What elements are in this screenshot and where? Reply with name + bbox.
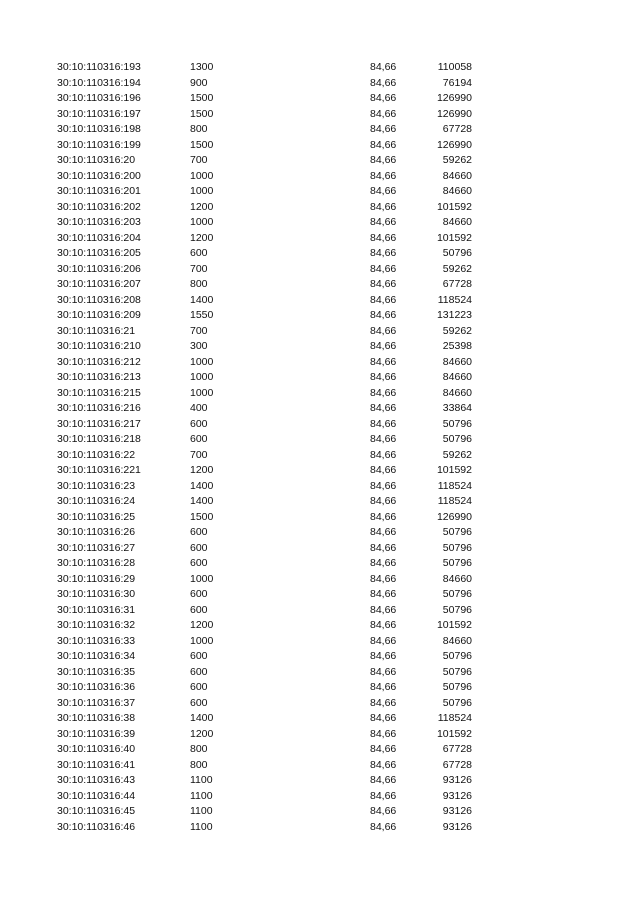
- amount-cell: 93126: [442, 774, 472, 786]
- rate-cell: 84,66: [370, 169, 397, 182]
- rate-cell: 84,66: [370, 479, 397, 492]
- table-row: [0, 370, 640, 386]
- quantity-cell: 700: [190, 448, 208, 461]
- rate-cell: 84,66: [370, 355, 397, 368]
- quantity-cell: 1550: [190, 309, 214, 321]
- amount-cell: 126990: [436, 510, 472, 523]
- parcel-id-cell: 30:10:110316:21: [57, 324, 136, 337]
- quantity-cell: 1000: [190, 371, 214, 383]
- parcel-id-cell: 30:10:110316:27: [57, 541, 136, 554]
- parcel-id-cell: 30:10:110316:34: [57, 650, 136, 662]
- parcel-id-cell: 30:10:110316:24: [57, 495, 136, 507]
- table-row: [0, 525, 640, 541]
- rate-cell: 84,66: [370, 758, 397, 771]
- table-row: [0, 448, 640, 464]
- amount-cell: 93126: [442, 805, 472, 817]
- quantity-cell: 900: [190, 76, 208, 89]
- rate-cell: 84,66: [370, 681, 397, 693]
- quantity-cell: 1400: [190, 495, 214, 507]
- rate-cell: 84,66: [370, 154, 397, 166]
- table-row: [0, 711, 640, 727]
- amount-cell: 50796: [442, 417, 472, 430]
- parcel-id-cell: 30:10:110316:213: [57, 371, 141, 383]
- rate-cell: 84,66: [370, 665, 397, 678]
- amount-cell: 101592: [436, 464, 472, 476]
- quantity-cell: 600: [190, 665, 208, 678]
- parcel-id-cell: 30:10:110316:207: [57, 278, 141, 290]
- rate-cell: 84,66: [370, 495, 397, 507]
- amount-cell: 67728: [442, 123, 472, 135]
- quantity-cell: 1400: [190, 479, 214, 492]
- parcel-id-cell: 30:10:110316:38: [57, 712, 136, 724]
- table-row: [0, 417, 640, 433]
- table-row: [0, 200, 640, 216]
- amount-cell: 101592: [436, 727, 472, 740]
- rate-cell: 84,66: [370, 247, 397, 259]
- parcel-id-cell: 30:10:110316:23: [57, 479, 136, 492]
- rate-cell: 84,66: [370, 805, 397, 817]
- rate-cell: 84,66: [370, 433, 397, 445]
- quantity-cell: 600: [190, 681, 208, 693]
- amount-cell: 84660: [442, 371, 472, 383]
- parcel-id-cell: 30:10:110316:37: [57, 696, 136, 709]
- parcel-id-cell: 30:10:110316:22: [57, 448, 136, 461]
- rate-cell: 84,66: [370, 650, 397, 662]
- rate-cell: 84,66: [370, 712, 397, 724]
- rate-cell: 84,66: [370, 123, 397, 135]
- amount-cell: 50796: [442, 433, 472, 445]
- table-row: [0, 479, 640, 495]
- quantity-cell: 1100: [190, 774, 213, 786]
- parcel-id-cell: 30:10:110316:201: [57, 185, 141, 197]
- rate-cell: 84,66: [370, 789, 397, 802]
- table-row: [0, 541, 640, 557]
- parcel-id-cell: 30:10:110316:45: [57, 805, 136, 817]
- amount-cell: 118524: [437, 495, 472, 507]
- parcel-id-cell: 30:10:110316:44: [57, 789, 136, 802]
- rate-cell: 84,66: [370, 727, 397, 740]
- amount-cell: 126990: [436, 138, 472, 151]
- quantity-cell: 700: [190, 262, 208, 275]
- table-row: [0, 804, 640, 820]
- table-row: [0, 324, 640, 340]
- table-row: [0, 587, 640, 603]
- quantity-cell: 600: [190, 588, 208, 600]
- quantity-cell: 1200: [190, 231, 214, 244]
- data-table: [0, 60, 640, 835]
- parcel-id-cell: 30:10:110316:43: [57, 774, 136, 786]
- amount-cell: 126990: [436, 107, 472, 120]
- rate-cell: 84,66: [370, 634, 397, 647]
- amount-cell: 25398: [442, 340, 472, 352]
- table-row: [0, 572, 640, 588]
- quantity-cell: 600: [190, 557, 208, 569]
- parcel-id-cell: 30:10:110316:205: [57, 247, 141, 259]
- rate-cell: 84,66: [370, 572, 397, 585]
- rate-cell: 84,66: [370, 278, 397, 290]
- table-row: [0, 773, 640, 789]
- amount-cell: 67728: [442, 278, 472, 290]
- amount-cell: 118524: [437, 293, 472, 306]
- rate-cell: 84,66: [370, 402, 397, 414]
- quantity-cell: 1200: [190, 727, 214, 740]
- table-row: [0, 820, 640, 836]
- quantity-cell: 600: [190, 247, 208, 259]
- amount-cell: 50796: [442, 541, 472, 554]
- amount-cell: 101592: [436, 619, 472, 631]
- table-row: [0, 262, 640, 278]
- parcel-id-cell: 30:10:110316:208: [57, 293, 141, 306]
- table-row: [0, 107, 640, 123]
- table-row: [0, 758, 640, 774]
- table-row: [0, 153, 640, 169]
- parcel-id-cell: 30:10:110316:209: [57, 309, 141, 321]
- amount-cell: 93126: [442, 789, 472, 802]
- quantity-cell: 800: [190, 123, 208, 135]
- quantity-cell: 1200: [190, 200, 214, 213]
- parcel-id-cell: 30:10:110316:215: [57, 386, 141, 399]
- rate-cell: 84,66: [370, 448, 397, 461]
- quantity-cell: 1500: [190, 92, 214, 104]
- quantity-cell: 1500: [190, 510, 214, 523]
- quantity-cell: 1300: [190, 61, 214, 73]
- quantity-cell: 600: [190, 650, 208, 662]
- parcel-id-cell: 30:10:110316:196: [57, 92, 141, 104]
- quantity-cell: 600: [190, 541, 208, 554]
- quantity-cell: 400: [190, 402, 208, 414]
- table-row: [0, 386, 640, 402]
- amount-cell: 59262: [442, 154, 472, 166]
- table-row: [0, 603, 640, 619]
- parcel-id-cell: 30:10:110316:206: [57, 262, 141, 275]
- rate-cell: 84,66: [370, 820, 397, 833]
- table-row: [0, 91, 640, 107]
- table-row: [0, 618, 640, 634]
- rate-cell: 84,66: [370, 138, 397, 151]
- amount-cell: 50796: [442, 681, 472, 693]
- quantity-cell: 1000: [190, 634, 214, 647]
- amount-cell: 50796: [442, 588, 472, 600]
- table-row: [0, 231, 640, 247]
- quantity-cell: 1200: [190, 464, 214, 476]
- table-row: [0, 184, 640, 200]
- rate-cell: 84,66: [370, 107, 397, 120]
- quantity-cell: 1100: [190, 789, 213, 802]
- amount-cell: 33864: [442, 402, 472, 414]
- quantity-cell: 1500: [190, 138, 214, 151]
- quantity-cell: 1000: [190, 355, 214, 368]
- parcel-id-cell: 30:10:110316:218: [57, 433, 141, 445]
- parcel-id-cell: 30:10:110316:193: [57, 61, 141, 73]
- rate-cell: 84,66: [370, 743, 397, 755]
- quantity-cell: 700: [190, 154, 208, 166]
- amount-cell: 101592: [436, 200, 472, 213]
- table-row: [0, 339, 640, 355]
- quantity-cell: 300: [190, 340, 208, 352]
- parcel-id-cell: 30:10:110316:31: [57, 603, 136, 616]
- quantity-cell: 600: [190, 603, 208, 616]
- parcel-id-cell: 30:10:110316:210: [57, 340, 141, 352]
- parcel-id-cell: 30:10:110316:20: [57, 154, 136, 166]
- amount-cell: 84660: [442, 572, 472, 585]
- parcel-id-cell: 30:10:110316:197: [57, 107, 141, 120]
- amount-cell: 84660: [442, 634, 472, 647]
- rate-cell: 84,66: [370, 386, 397, 399]
- quantity-cell: 600: [190, 417, 208, 430]
- rate-cell: 84,66: [370, 340, 397, 352]
- table-row: [0, 510, 640, 526]
- amount-cell: 93126: [442, 820, 472, 833]
- amount-cell: 84660: [442, 169, 472, 182]
- parcel-id-cell: 30:10:110316:198: [57, 123, 141, 135]
- table-row: [0, 634, 640, 650]
- quantity-cell: 1100: [190, 805, 213, 817]
- parcel-id-cell: 30:10:110316:36: [57, 681, 136, 693]
- rate-cell: 84,66: [370, 510, 397, 523]
- quantity-cell: 600: [190, 526, 208, 538]
- rate-cell: 84,66: [370, 541, 397, 554]
- quantity-cell: 1000: [190, 572, 214, 585]
- amount-cell: 126990: [436, 92, 472, 104]
- rate-cell: 84,66: [370, 464, 397, 476]
- parcel-id-cell: 30:10:110316:28: [57, 557, 136, 569]
- quantity-cell: 1000: [190, 169, 214, 182]
- quantity-cell: 1500: [190, 107, 214, 120]
- table-row: [0, 649, 640, 665]
- amount-cell: 67728: [442, 758, 472, 771]
- amount-cell: 118524: [437, 712, 472, 724]
- quantity-cell: 600: [190, 433, 208, 445]
- parcel-id-cell: 30:10:110316:33: [57, 634, 136, 647]
- table-row: [0, 401, 640, 417]
- amount-cell: 110058: [437, 61, 472, 73]
- table-row: [0, 246, 640, 262]
- table-row: [0, 355, 640, 371]
- rate-cell: 84,66: [370, 76, 397, 89]
- amount-cell: 67728: [442, 743, 472, 755]
- table-row: [0, 293, 640, 309]
- quantity-cell: 1200: [190, 619, 214, 631]
- rate-cell: 84,66: [370, 417, 397, 430]
- rate-cell: 84,66: [370, 309, 397, 321]
- rate-cell: 84,66: [370, 231, 397, 244]
- rate-cell: 84,66: [370, 92, 397, 104]
- table-row: [0, 432, 640, 448]
- amount-cell: 131223: [436, 309, 472, 321]
- table-row: [0, 742, 640, 758]
- parcel-id-cell: 30:10:110316:199: [57, 138, 141, 151]
- quantity-cell: 800: [190, 743, 208, 755]
- quantity-cell: 600: [190, 696, 208, 709]
- quantity-cell: 1000: [190, 386, 214, 399]
- amount-cell: 84660: [442, 386, 472, 399]
- amount-cell: 118524: [437, 479, 472, 492]
- amount-cell: 59262: [442, 448, 472, 461]
- table-row: [0, 665, 640, 681]
- rate-cell: 84,66: [370, 324, 397, 337]
- amount-cell: 50796: [442, 650, 472, 662]
- quantity-cell: 1000: [190, 216, 214, 228]
- table-row: [0, 277, 640, 293]
- parcel-id-cell: 30:10:110316:29: [57, 572, 136, 585]
- parcel-id-cell: 30:10:110316:46: [57, 820, 136, 833]
- quantity-cell: 700: [190, 324, 208, 337]
- amount-cell: 59262: [442, 262, 472, 275]
- table-row: [0, 789, 640, 805]
- rate-cell: 84,66: [370, 603, 397, 616]
- amount-cell: 50796: [442, 526, 472, 538]
- amount-cell: 50796: [442, 665, 472, 678]
- parcel-id-cell: 30:10:110316:39: [57, 727, 136, 740]
- parcel-id-cell: 30:10:110316:221: [57, 464, 141, 476]
- rate-cell: 84,66: [370, 619, 397, 631]
- parcel-id-cell: 30:10:110316:32: [57, 619, 136, 631]
- parcel-id-cell: 30:10:110316:41: [57, 758, 136, 771]
- quantity-cell: 800: [190, 758, 208, 771]
- parcel-id-cell: 30:10:110316:216: [57, 402, 141, 414]
- rate-cell: 84,66: [370, 526, 397, 538]
- amount-cell: 59262: [442, 324, 472, 337]
- table-row: [0, 60, 640, 76]
- table-row: [0, 122, 640, 138]
- parcel-id-cell: 30:10:110316:26: [57, 526, 136, 538]
- amount-cell: 50796: [442, 603, 472, 616]
- rate-cell: 84,66: [370, 61, 397, 73]
- table-row: [0, 727, 640, 743]
- quantity-cell: 1400: [190, 293, 214, 306]
- parcel-id-cell: 30:10:110316:204: [57, 231, 141, 244]
- amount-cell: 84660: [442, 216, 472, 228]
- rate-cell: 84,66: [370, 696, 397, 709]
- table-row: [0, 308, 640, 324]
- table-row: [0, 556, 640, 572]
- quantity-cell: 800: [190, 278, 208, 290]
- rate-cell: 84,66: [370, 262, 397, 275]
- table-row: [0, 169, 640, 185]
- table-row: [0, 680, 640, 696]
- rate-cell: 84,66: [370, 185, 397, 197]
- parcel-id-cell: 30:10:110316:194: [57, 76, 141, 89]
- parcel-id-cell: 30:10:110316:202: [57, 200, 141, 213]
- rate-cell: 84,66: [370, 293, 397, 306]
- rate-cell: 84,66: [370, 774, 397, 786]
- amount-cell: 76194: [442, 76, 472, 89]
- amount-cell: 101592: [436, 231, 472, 244]
- rate-cell: 84,66: [370, 588, 397, 600]
- rate-cell: 84,66: [370, 557, 397, 569]
- amount-cell: 84660: [442, 185, 472, 197]
- parcel-id-cell: 30:10:110316:25: [57, 510, 136, 523]
- table-row: [0, 215, 640, 231]
- quantity-cell: 1000: [190, 185, 214, 197]
- table-row: [0, 138, 640, 154]
- amount-cell: 84660: [442, 355, 472, 368]
- parcel-id-cell: 30:10:110316:217: [57, 417, 141, 430]
- table-row: [0, 494, 640, 510]
- parcel-id-cell: 30:10:110316:40: [57, 743, 136, 755]
- rate-cell: 84,66: [370, 371, 397, 383]
- amount-cell: 50796: [442, 247, 472, 259]
- parcel-id-cell: 30:10:110316:203: [57, 216, 141, 228]
- amount-cell: 50796: [442, 696, 472, 709]
- table-row: [0, 463, 640, 479]
- parcel-id-cell: 30:10:110316:200: [57, 169, 141, 182]
- amount-cell: 50796: [442, 557, 472, 569]
- quantity-cell: 1400: [190, 712, 214, 724]
- parcel-id-cell: 30:10:110316:30: [57, 588, 136, 600]
- table-row: [0, 696, 640, 712]
- table-row: [0, 76, 640, 92]
- rate-cell: 84,66: [370, 216, 397, 228]
- quantity-cell: 1100: [190, 820, 213, 833]
- parcel-id-cell: 30:10:110316:35: [57, 665, 136, 678]
- parcel-id-cell: 30:10:110316:212: [57, 355, 141, 368]
- rate-cell: 84,66: [370, 200, 397, 213]
